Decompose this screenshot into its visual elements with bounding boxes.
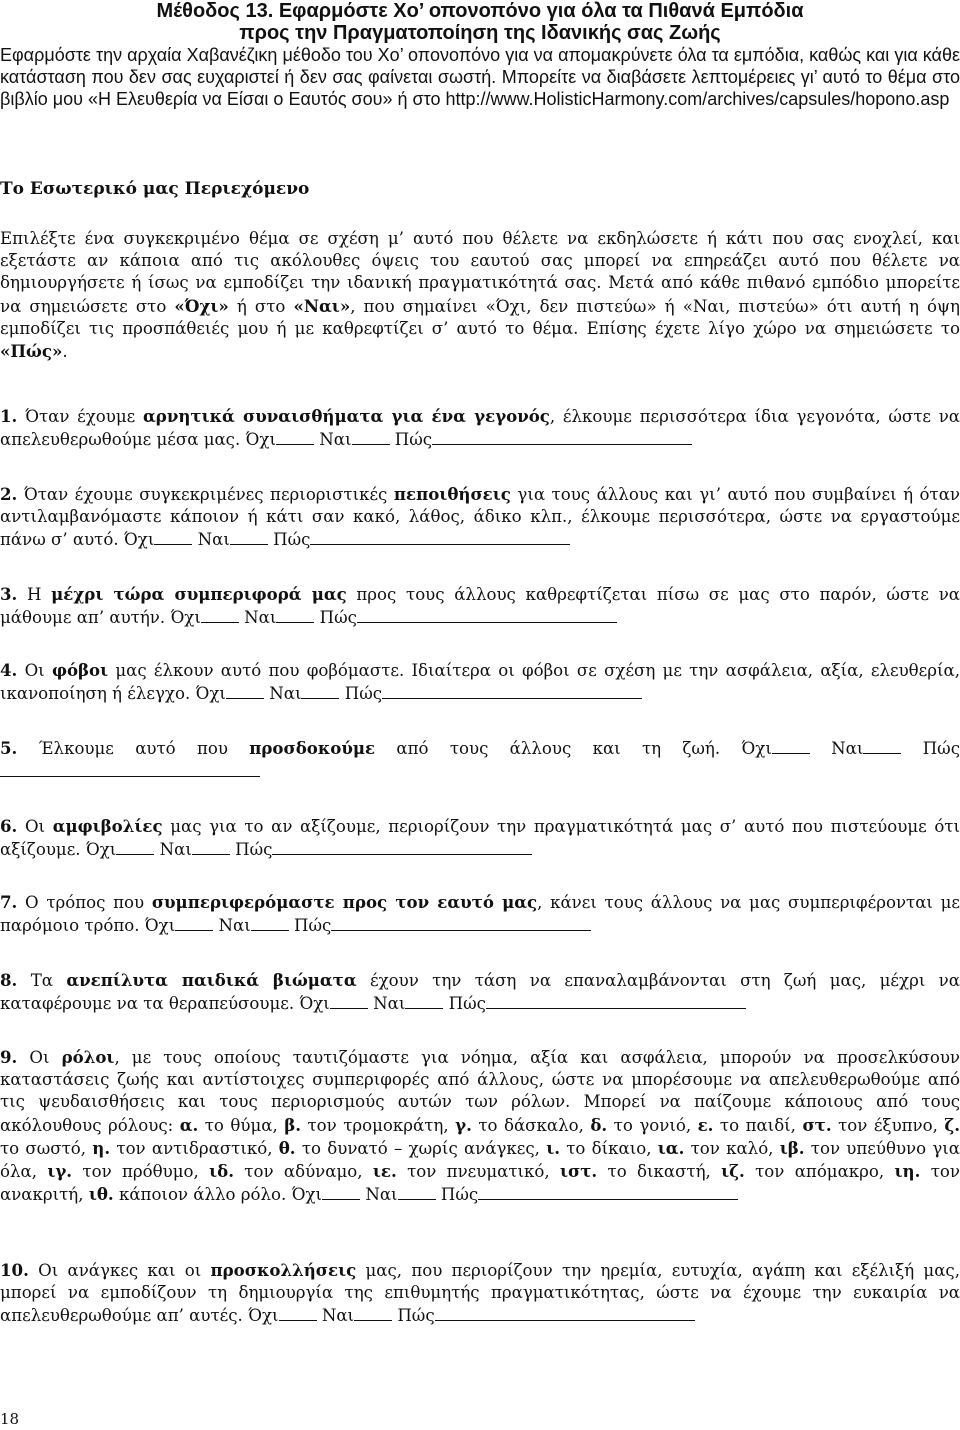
role-key: ε. — [697, 1114, 714, 1135]
item-text: Οι — [24, 817, 53, 836]
pos-label: Πώς — [922, 739, 960, 758]
nai-label: Ναι — [244, 608, 277, 628]
oxi-label: Όχι — [195, 684, 226, 704]
item-keyword: ανεπίλυτα παιδικά βιώματα — [66, 970, 357, 990]
item-number: 5. — [0, 738, 18, 758]
oxi-blank[interactable] — [772, 737, 810, 754]
nai-blank[interactable] — [276, 606, 314, 623]
item-number: 6. — [0, 816, 18, 836]
role-key: ι. — [546, 1137, 560, 1158]
pos-label: Πώς — [273, 530, 311, 550]
role-value: το σωστό, — [0, 1138, 93, 1158]
role-key: ιστ. — [559, 1161, 598, 1182]
role-entry — [89, 1185, 292, 1204]
instructions-text-3: , που σημαίνει «Όχι, δεν πιστεύω» ή «Ναι, πιστεύω» ότι αυτή η όψη εμποδίζει τις προσπάθειές μου ή με καθρεφτίζει σ’ αυτό το θέμα. Επίσης έχετε λίγο χώρο να σημειώσετε το — [0, 296, 960, 338]
role-entry — [560, 1162, 721, 1181]
role-key: ιγ. — [47, 1161, 73, 1182]
pos-label: Πώς — [344, 684, 383, 704]
nai-label: Ναι — [373, 994, 406, 1014]
oxi-label: Όχι — [291, 1185, 323, 1205]
role-entry — [47, 1162, 209, 1181]
pos-blank[interactable] — [486, 992, 746, 1009]
item-text: Έλκουμε αυτό που — [38, 739, 250, 758]
page-title — [0, 0, 960, 44]
item-number: 10. — [0, 1260, 29, 1280]
nai-blank[interactable] — [863, 737, 901, 754]
nai-label: Ναι — [159, 840, 192, 860]
item-keyword: προσκολλήσεις — [210, 1260, 357, 1280]
item-number: 2. — [0, 484, 18, 504]
role-entry — [590, 1116, 697, 1135]
role-entry — [455, 1116, 590, 1135]
item-text: , κάνει τους άλλους να μας συμπεριφέρονται με παρόμοιο τρόπο. — [0, 893, 960, 936]
nai-blank[interactable] — [192, 838, 230, 855]
oxi-blank[interactable] — [175, 914, 213, 931]
nai-label: Ναι — [269, 684, 302, 704]
nai-label: Ναι — [831, 739, 864, 758]
role-entry — [373, 1162, 560, 1181]
role-value: τον τρομοκράτη, — [301, 1115, 456, 1135]
pos-blank[interactable] — [272, 838, 532, 855]
role-entry — [180, 1116, 284, 1135]
list-item-7 — [0, 891, 960, 937]
item-text: Όταν έχουμε συγκεκριμένες περιοριστικές — [23, 485, 394, 504]
item-number: 8. — [0, 970, 18, 990]
nai-blank[interactable] — [354, 1304, 392, 1321]
pos-label: Πώς — [235, 840, 273, 860]
oxi-label: Όχι — [85, 840, 117, 860]
role-value: τον αδύναμο, — [233, 1162, 373, 1182]
role-value: το θύμα, — [198, 1115, 285, 1135]
pos-blank[interactable] — [310, 528, 570, 545]
item-text: για τους άλλους και γι’ αυτό που συμβαίνει ή όταν αντιλαμβανόμαστε κάποιον ή κάτι σαν κακό, λάθος, άδικο κλπ., έλκουμε περισσότερα, ώστε να εργαστούμε πάνω σ’ αυτό. — [0, 485, 960, 550]
role-key: ιη. — [894, 1161, 921, 1182]
oxi-label: Όχι — [299, 994, 330, 1014]
pos-blank[interactable] — [0, 760, 260, 777]
oxi-blank[interactable] — [154, 528, 192, 545]
intro-paragraph: Εφαρμόστε την αρχαία Χαβανέζικη μέθοδο του Χο’ οπονοπόνο για να απομακρύνετε όλα τα εμπόδια, καθώς και για κάθε κατάσταση που δεν σας ευχαριστεί ή δεν σας φαίνεται σωστή. Μπορείτε να διαβάσετε λεπτομέρειες γι’ αυτό το θέμα στο βιβλίο μου «Η Ελευθερία να Είσαι ο Εαυτός σου» ή στο http://www.HolisticHarmony.com/archives/capsules/hopono.asp — [0, 45, 960, 109]
instructions-paragraph — [0, 228, 960, 363]
role-value: το δάσκαλο, — [471, 1115, 591, 1135]
item-number: 4. — [0, 660, 18, 680]
list-item-1 — [0, 405, 960, 451]
role-value: τον υπεύθυνο για όλα, — [0, 1138, 960, 1182]
role-key: ιδ. — [209, 1161, 234, 1182]
role-key: γ. — [455, 1114, 472, 1135]
list-item-9 — [0, 1046, 960, 1206]
item-number: 1. — [0, 406, 18, 426]
role-key: στ. — [802, 1114, 832, 1135]
role-value: το παιδί, — [713, 1115, 803, 1135]
pos-label: Πώς — [440, 1185, 479, 1205]
nai-blank[interactable] — [251, 914, 289, 931]
item-text: Η — [27, 585, 52, 604]
nai-label: Ναι — [319, 430, 352, 450]
oxi-blank[interactable] — [276, 428, 314, 445]
role-entry — [279, 1139, 546, 1158]
nai-blank[interactable] — [398, 1183, 436, 1200]
item-text: από τους άλλους και τη ζωή. — [375, 739, 721, 758]
pos-blank[interactable] — [331, 914, 591, 931]
list-item-6 — [0, 815, 960, 861]
role-key: ιβ. — [779, 1137, 805, 1158]
oxi-blank[interactable] — [322, 1183, 360, 1200]
list-item-5 — [0, 737, 960, 783]
oxi-label: Όχι — [123, 530, 155, 550]
instructions-nai: «Ναι» — [293, 295, 351, 316]
item-text: έχουν την τάση να επαναλαμβάνονται στη ζωή μας, μέχρι να καταφέρουμε να τα θεραπεύσουμε. — [0, 971, 960, 1014]
role-key: ιζ. — [721, 1161, 745, 1182]
oxi-blank[interactable] — [201, 606, 239, 623]
role-value: κάποιον άλλο ρόλο. — [113, 1185, 292, 1205]
role-value: τον απόμακρο, — [744, 1162, 895, 1182]
oxi-label: Όχι — [741, 739, 772, 758]
list-item-10 — [0, 1259, 960, 1328]
item-text: Όταν έχουμε — [25, 407, 144, 426]
item-keyword: ρόλοι — [61, 1047, 115, 1067]
oxi-label: Όχι — [144, 916, 176, 936]
instructions-text-4: . — [62, 342, 68, 362]
item-number: 7. — [0, 892, 18, 912]
instructions-oxi: «Όχι» — [174, 295, 229, 316]
title-line-1: Μέθοδος 13. Εφαρμόστε Χο’ οπονοπόνο για όλα τα Πιθανά Εμπόδια — [156, 0, 804, 22]
pos-blank[interactable] — [432, 428, 692, 445]
item-keyword: πεποιθήσεις — [393, 484, 511, 504]
pos-blank[interactable] — [357, 606, 617, 623]
role-value: τον ανακριτή, — [0, 1162, 960, 1205]
role-value: το δυνατό – χωρίς ανάγκες, — [295, 1138, 547, 1158]
item-text: μας έλκουν αυτό που φοβόμαστε. Ιδιαίτερα οι φόβοι σε σχέση με την ασφάλεια, αξία, ελευθερία, ικανοποίηση ή έλεγχο. — [0, 661, 960, 704]
item-text: προς τους άλλους καθρεφτίζεται πίσω σε μας στο παρόν, ώστε να μάθουμε απ’ αυτήν. — [0, 585, 960, 628]
item-text: , έλκουμε περισσότερα ίδια γεγονότα, ώστε να απελευθερωθούμε μέσα μας. — [0, 407, 960, 450]
pos-label: Πώς — [448, 994, 486, 1014]
role-entry — [698, 1116, 803, 1135]
nai-label: Ναι — [197, 530, 230, 550]
nai-blank[interactable] — [301, 682, 339, 699]
role-entry — [802, 1116, 944, 1135]
item-keyword: μέχρι τώρα συμπεριφορά μας — [51, 584, 347, 604]
role-value: τον έξυπνο, — [831, 1115, 945, 1135]
role-key: ιε. — [372, 1161, 397, 1182]
role-entry — [658, 1139, 780, 1158]
item-keyword: αμφιβολίες — [52, 816, 163, 836]
role-value: το δίκαιο, — [560, 1138, 658, 1158]
item-number: 3. — [0, 584, 18, 604]
role-value: το γονιό, — [607, 1115, 698, 1135]
role-key: α. — [179, 1114, 199, 1135]
role-key: ιθ. — [88, 1184, 114, 1205]
nai-label: Ναι — [321, 1306, 355, 1326]
title-line-2: προς την Πραγματοποίηση της Ιδανικής σας Ζωής — [239, 22, 721, 44]
role-value: τον καλό, — [684, 1138, 780, 1158]
role-entry — [92, 1139, 278, 1158]
item-text: μας, που περιορίζουν την ηρεμία, ευτυχία, αγάπη και εξέλιξή μας, μπορεί να εμποδίζουν τη δημιουργία της επιθυμητής πραγματικότητας, ώστε να έχουμε την ευκαιρία να απελευθερωθούμε απ’ αυτές. — [0, 1261, 960, 1326]
item-keyword: συμπεριφερόμαστε προς τον εαυτό μας — [151, 892, 538, 912]
role-key: δ. — [590, 1114, 608, 1135]
list-item-3 — [0, 583, 960, 629]
pos-blank[interactable] — [478, 1183, 738, 1200]
role-key: θ. — [278, 1137, 296, 1158]
list-item-2 — [0, 483, 960, 552]
oxi-label: Όχι — [248, 1306, 279, 1326]
nai-label: Ναι — [218, 916, 251, 936]
pos-label: Πώς — [294, 916, 332, 936]
item-text: Οι — [29, 1048, 62, 1067]
item-keyword: αρνητικά συναισθήματα για ένα γεγονός — [143, 406, 550, 426]
role-key: β. — [284, 1114, 301, 1135]
item-text: Ο τρόπος που — [25, 893, 152, 912]
item-text: μας για το αν αξίζουμε, περιορίζουν την πραγματικότητά μας σ’ αυτό που πιστεύουμε ότι αξίζουμε. — [0, 817, 960, 860]
role-entry — [209, 1162, 373, 1181]
item-text: , με τους οποίους ταυτιζόμαστε για νόημα, αξία και ασφάλεια, μπορούν να προσελκύσουν καταστάσεις ζωής και αντίστοιχες συμπεριφορές από άλλους, ώστε να μπορέσουμε να απελευθερωθούμε από τις ψευδαισθήσεις και τους περιορισμούς αυτών των ρόλων. Μπορεί να παίζουμε κάποιους από τους ακόλουθους ρόλους: — [0, 1048, 960, 1135]
item-keyword: προσδοκούμε — [249, 738, 376, 758]
role-entry — [546, 1139, 658, 1158]
role-value: τον αντιδραστικό, — [110, 1138, 279, 1158]
list-item-8 — [0, 969, 960, 1015]
oxi-blank[interactable] — [330, 992, 368, 1009]
role-value: τον πνευματικό, — [396, 1162, 560, 1182]
list-item-4 — [0, 659, 960, 705]
oxi-blank[interactable] — [226, 682, 264, 699]
role-key: η. — [92, 1137, 111, 1158]
section-heading: Το Εσωτερικό μας Περιεχόμενο — [0, 179, 310, 199]
pos-label: Πώς — [319, 608, 357, 628]
pos-label: Πώς — [394, 430, 433, 450]
oxi-blank[interactable] — [116, 838, 154, 855]
oxi-label: Όχι — [245, 430, 276, 450]
instructions-text-1: Επιλέξτε ένα συγκεκριμένο θέμα σε σχέση μ’ αυτό που θέλετε να εκδηλώσετε ή κάτι που σας ενοχλεί, και εξετάστε αν κάποια από τις ακόλουθες όψεις του εαυτού σας μπορεί να επηρεάζει αυτό που θέλετε να δημιουργήσετε ή ίσως να εμποδίζει την ιδανική πραγματικότητά σας. Μετά από κάθε πιθανό εμπόδιο μπορείτε να σημειώσετε στο — [0, 229, 960, 316]
oxi-label: Όχι — [170, 608, 201, 628]
item-text: Τα — [30, 971, 67, 990]
page-number: 18 — [0, 1410, 20, 1428]
pos-label: Πώς — [397, 1306, 435, 1326]
role-value: τον πρόθυμο, — [72, 1162, 210, 1182]
instructions-text-2: ή στο — [228, 296, 294, 316]
nai-label: Ναι — [365, 1185, 398, 1205]
oxi-blank[interactable] — [279, 1304, 317, 1321]
role-entry — [284, 1116, 455, 1135]
item-text: Οι — [24, 661, 52, 680]
pos-blank[interactable] — [435, 1304, 695, 1321]
nai-blank[interactable] — [352, 428, 390, 445]
instructions-pos: «Πώς» — [0, 341, 63, 362]
item-number: 9. — [0, 1047, 18, 1067]
item-keyword: φόβοι — [51, 660, 109, 680]
pos-blank[interactable] — [382, 682, 642, 699]
role-value: το δικαστή, — [597, 1162, 722, 1182]
role-key: ια. — [657, 1137, 685, 1158]
nai-blank[interactable] — [230, 528, 268, 545]
role-key: ζ. — [944, 1114, 960, 1135]
role-entry — [721, 1162, 894, 1181]
item-text: Οι ανάγκες και οι — [38, 1261, 211, 1280]
nai-blank[interactable] — [405, 992, 443, 1009]
